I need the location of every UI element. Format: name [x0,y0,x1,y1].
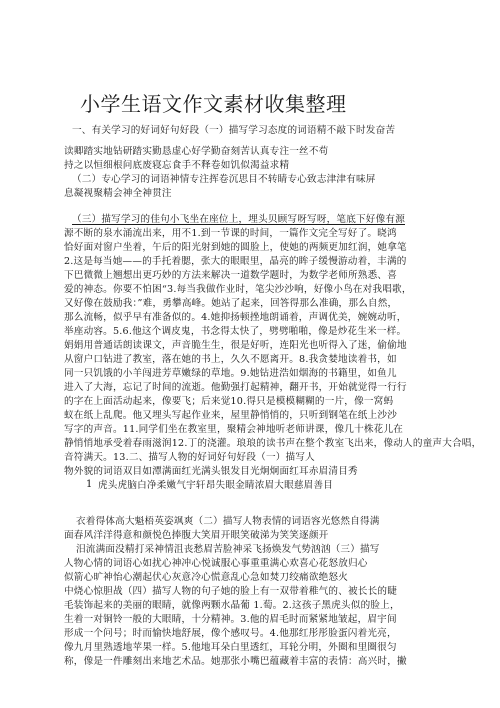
body-line: 写字的声音。11.同学们坐在教室里，聚精会神地听老师讲课，像几十株花儿在 [64,424,404,435]
document-title: 小学生语文作文素材收集整理 [80,92,347,116]
body-line: 毛装饰起来的美丽的眼睛，就像两颗水晶葡 1.萄。2.这孩子黑虎头似的脸上， [64,600,400,611]
body-line: 似箭心旷神怡心潮起伏心灰意冷心慌意乱心急如焚刀绞痛欲绝怒火 [64,572,349,583]
body-line: 持之以恒细根问底废寝忘食手不释卷如饥似渴益求精 [64,160,290,171]
body-line: 称，像是一件雕刻出来地艺术品。她那张小嘴巴蕴藏着丰富的表情：高兴时，撇 [64,656,407,667]
body-line: 下巴微微上翘想出更巧妙的方法来解决一道数学题时，为数学老师所熟悉、喜 [64,270,397,281]
body-line: 娟娟用普通话朗读课文，声音脆生生，很是好听，连阳光也听得入了迷，偷偷地 [64,340,407,351]
body-line: 静悄悄地承受着春雨滋润12.丁的浇灌。琅琅的读书声在整个教室飞出来，像动人的童声大合唱， [64,438,482,449]
body-line: 蚁在纸上乱爬。他又埋头写起作业来，屋里静悄悄的，只听到钢笔在纸上沙沙 [64,410,397,421]
body-line: 人物心情的词语心如扰心神冲心悦诚服心事重重满心欢喜心花怒放归心 [64,558,368,569]
body-line: 爱的神态。你要不怕困“3.每当我做作业时，笔尖沙沙响，好像小鸟在对我唱歌， [64,284,412,295]
body-line: 同一只饥饿的小羊闯进芳草嫩绿的草地。9.她钻进浩如烟海的书籍里，如鱼儿 [64,368,397,379]
body-line: 像九月里熟透地苹果一样。5.他地耳朵白里透红，耳轮分明，外圈和里圈很匀 [64,642,397,653]
body-line: 进入了大海，忘记了时间的流逝。他勤强打起精神，翻开书，开始就觉得一行行 [64,382,407,393]
body-line: 恰好面对窗户坐着，午后的阳光射到她的圆脸上，使她的两频更加红润，她拿笔 [64,242,407,253]
body-line: （三）描写学习的佳句小飞坐在座位上，埋头贝顾写呀写呀，笔底下好像有源 [72,214,405,225]
body-line: 源不断的泉水涌流出来，用不1.到一节课的时间，一篇作文完全写好了。晓鸿 [64,228,397,239]
body-line: 汨流满面没精打采神情沮丧愁眉苦脸神采飞扬焕发气势汹汹（三）描写 [76,544,380,555]
body-line: 那么流畅，似乎早有准备似的。4.她抑扬顿挫地朗诵着，声调优美，婉婉动听， [64,312,407,323]
page-marker: 1 [86,479,93,490]
body-line: 物外貌的词语双目如潭满面红光满头银发目光炯炯面红耳赤眉清目秀 [64,466,358,477]
body-line: 举座动容。5.6.他这个调皮鬼，书念得太快了，劈劈啪啪，像是炒花生米一样。 [64,326,407,337]
body-line: 面春风洋洋得意和颜悦色捧腹大笑眉开眼笑破涕为笑笑逐颜开 [64,530,329,541]
body-line: 又好像在鼓励我：”难，勇攀高峰。她站了起来，回答得那么准确，那么自然， [64,298,398,309]
body-line: 的字在上面活动起来，像要飞；后来觉10.得只是模模糊糊的一片，像一窝蚂 [64,396,394,407]
body-line: 从窗户口钻进了教室，落在她的书上，久久不愿离开。8.我贪婪地读着书，如 [64,354,397,365]
body-line: 生着一对铜铃一般的大眼睛，十分精神。3.他的眉毛时而紧紧地皱起，眉宇间 [64,614,397,625]
body-line: 衣着得体高大魁梧英姿飒爽（二）描写人物表情的词语容光悠然自得满 [76,516,380,527]
body-line: 中烧心惊胆战（四）描写人物的句子她的脸上有一双带着稚气的、被长长的睫 [64,586,397,597]
body-line: 虎头虎脑白净柔嫩气宇轩昂失眼金睛浓眉大眼慈眉善目 [98,480,334,491]
body-line: 一、有关学习的好词好句好段（一）描写学习态度的词语精不敲下时发奋苦 [72,125,396,136]
body-line: （二）专心学习的词语神情专注挥卷沉思目不转睛专心致志津津有味屏 [72,174,376,185]
body-line: 读卿踏实地钻研踏实勤恳虚心好学勤奋刻苦认真专注一丝不苟 [64,146,329,157]
body-line: 2.这是每当她——的手托着腮，张大的眼眼里，晶亮的眸子缓慢游动着，丰满的 [64,256,407,267]
body-line: 息凝视聚精会神全神贯注 [64,188,172,199]
body-line: 形成一个问号；时而愉快地舒展，像个感叹号。4.他那红彤彤脸蛋闪着光亮， [64,628,397,639]
body-line: 音符满天。13.二、描写人物的好词好句好段（一）描写人 [64,452,315,463]
